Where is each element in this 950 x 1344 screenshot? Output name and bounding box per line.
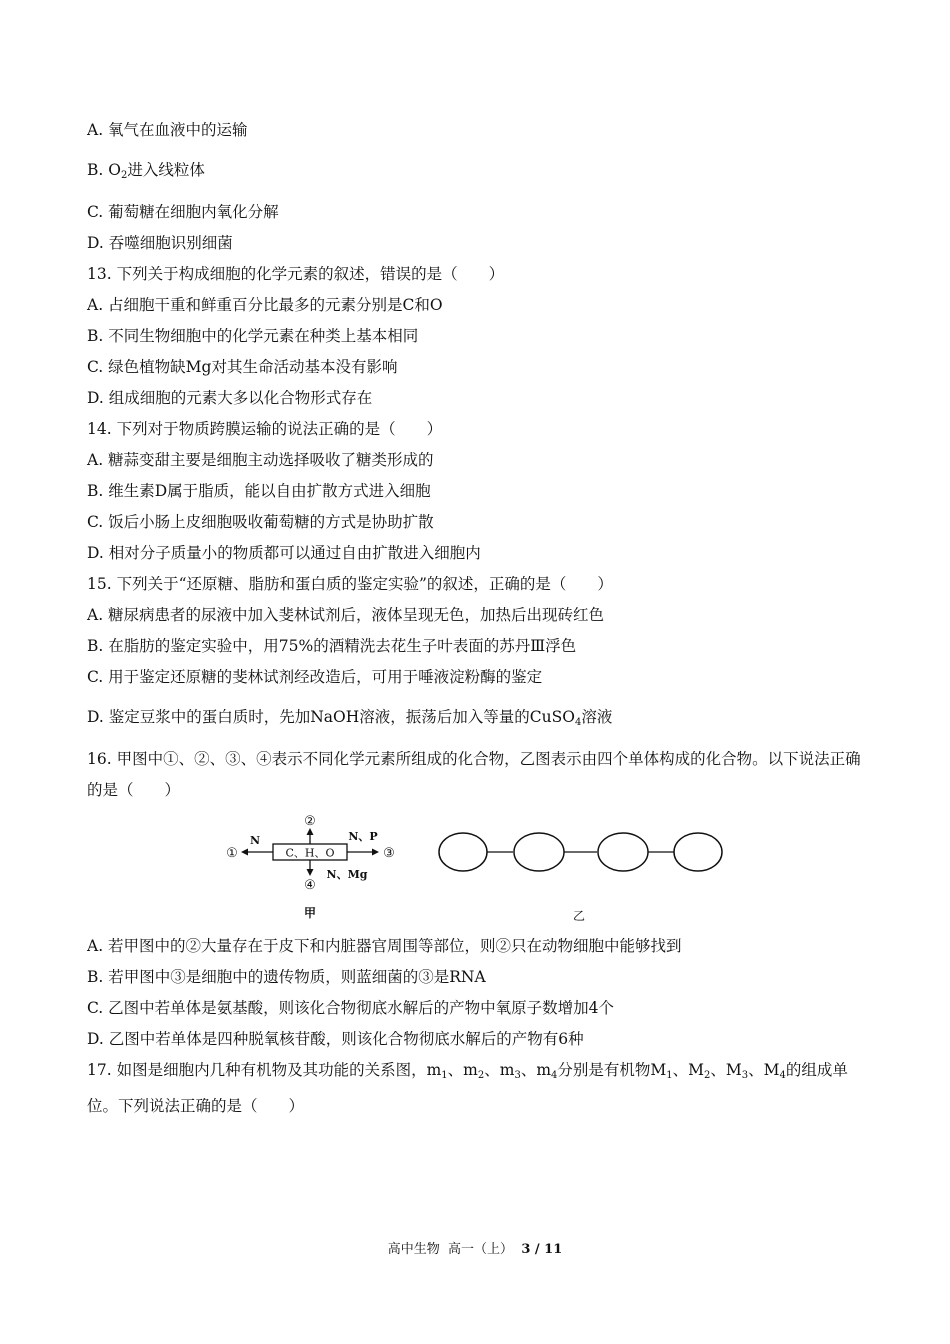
q17-stem-text: 、M [672, 1061, 705, 1079]
q12-option-b-sub: 2 [120, 170, 128, 181]
q14-stem: 14. 下列对于物质跨膜运输的说法正确的是（ ） [87, 420, 443, 438]
diagram-label-1: ① [226, 846, 238, 861]
q16-option-d: D. 乙图中若单体是四种脱氧核苷酸，则该化合物彻底水解后的产物有6种 [87, 1030, 584, 1048]
monomer-circle [674, 833, 722, 871]
q17-stem-text: 、m [447, 1061, 478, 1079]
q15-option-d [87, 707, 612, 733]
q17-sub: 4 [779, 1070, 786, 1081]
q13-option-a: A. 占细胞干重和鲜重百分比最多的元素分别是C和O [87, 296, 443, 314]
diagram-arrowhead-right [372, 849, 379, 856]
q17-stem-text: 、M [748, 1061, 780, 1079]
monomer-circle [439, 833, 487, 871]
diagram-center-label: C、H、O [285, 846, 335, 860]
footer-grade: 高一（上） [448, 1242, 514, 1257]
q14-option-c: C. 饭后小肠上皮细胞吸收葡萄糖的方式是协助扩散 [87, 513, 434, 531]
monomer-circle [598, 833, 648, 871]
q16-stem: 16. 甲图中①、②、③、④表示不同化学元素所组成的化合物，乙图表示由四个单体构成的化合物。以下说法正确的是（ ） [87, 750, 861, 799]
diagram-elem-left: N [249, 834, 261, 847]
diagram-label-2: ② [304, 814, 316, 829]
q17-stem-text: 、m [520, 1061, 552, 1079]
footer-page-number: 3 / 11 [521, 1242, 563, 1257]
q15-option-b: B. 在脂肪的鉴定实验中，用75%的酒精洗去花生子叶表面的苏丹Ⅲ浮色 [87, 637, 577, 655]
q17-sub: 1 [441, 1070, 448, 1081]
q17-sub: 3 [741, 1070, 749, 1081]
diagram-yi [439, 833, 722, 923]
q12-option-d: D. 吞噬细胞识别细菌 [87, 234, 233, 252]
diagram-jia [226, 814, 395, 920]
q15-option-d-post: 溶液 [581, 708, 613, 726]
q12-option-b-pre: B. O [87, 161, 121, 179]
q13-option-d: D. 组成细胞的元素大多以化合物形式存在 [87, 389, 373, 407]
q16-diagram [215, 812, 745, 927]
monomer-circle [514, 833, 564, 871]
q12-option-b [87, 160, 205, 186]
q12-option-b-post: 进入线粒体 [127, 161, 205, 179]
diagram-arrowhead-bottom [307, 869, 314, 876]
q13-stem: 13. 下列关于构成细胞的化学元素的叙述，错误的是（ ） [87, 265, 505, 283]
q17-stem-text: 、m [484, 1061, 515, 1079]
diagram-caption-jia: 甲 [303, 906, 317, 920]
diagram-arrowhead-left [241, 849, 248, 856]
q12-option-a: A. 氧气在血液中的运输 [87, 121, 248, 139]
page-footer [0, 1238, 950, 1257]
q14-option-b: B. 维生素D属于脂质，能以自由扩散方式进入细胞 [87, 482, 431, 500]
q17-stem [87, 1055, 867, 1122]
q13-option-b: B. 不同生物细胞中的化学元素在种类上基本相同 [87, 327, 419, 345]
q15-stem: 15. 下列关于“还原糖、脂肪和蛋白质的鉴定实验”的叙述，正确的是（ ） [87, 575, 613, 593]
q12-option-c: C. 葡萄糖在细胞内氧化分解 [87, 203, 279, 221]
q16-option-c: C. 乙图中若单体是氨基酸，则该化合物彻底水解后的产物中氧原子数增加4个 [87, 999, 615, 1017]
diagram-arrowhead-top [307, 828, 314, 835]
diagram-label-3: ③ [383, 846, 395, 861]
footer-subject: 高中生物 [387, 1242, 440, 1257]
q17-stem-text: 17. 如图是细胞内几种有机物及其功能的关系图，m [87, 1061, 442, 1079]
diagram-label-4: ④ [304, 878, 316, 893]
q15-option-d-pre: D. 鉴定豆浆中的蛋白质时，先加NaOH溶液，振荡后加入等量的CuSO [87, 708, 575, 726]
q17-stem-text: 的组成单位。下列说法正确的是（ ） [87, 1061, 848, 1115]
q17-stem-text: 分别是有机物M [557, 1061, 667, 1079]
q17-sub: 2 [477, 1070, 485, 1081]
diagram-elem-right: N、P [348, 830, 378, 843]
diagram-elem-bottom: N、Mg [326, 868, 368, 881]
q15-option-c: C. 用于鉴定还原糖的斐林试剂经改造后，可用于唾液淀粉酶的鉴定 [87, 668, 543, 686]
q13-option-c: C. 绿色植物缺Mg对其生命活动基本没有影响 [87, 358, 398, 376]
q16-option-a: A. 若甲图中的②大量存在于皮下和内脏器官周围等部位，则②只在动物细胞中能够找到 [87, 937, 682, 955]
q17-sub: 1 [666, 1070, 673, 1081]
q14-option-a: A. 糖蒜变甜主要是细胞主动选择吸收了糖类形成的 [87, 451, 434, 469]
q15-option-a: A. 糖尿病患者的尿液中加入斐林试剂后，液体呈现无色，加热后出现砖红色 [87, 606, 605, 624]
q17-sub: 3 [514, 1070, 521, 1081]
q14-option-d: D. 相对分子质量小的物质都可以通过自由扩散进入细胞内 [87, 544, 481, 562]
q15-option-d-sub: 4 [574, 717, 582, 728]
q17-stem-text: 、M [710, 1061, 742, 1079]
q16-option-b: B. 若甲图中③是细胞中的遗传物质，则蓝细菌的③是RNA [87, 968, 486, 986]
q17-sub: 2 [704, 1070, 711, 1081]
q17-sub: 4 [551, 1070, 558, 1081]
diagram-caption-yi: 乙 [572, 909, 586, 923]
